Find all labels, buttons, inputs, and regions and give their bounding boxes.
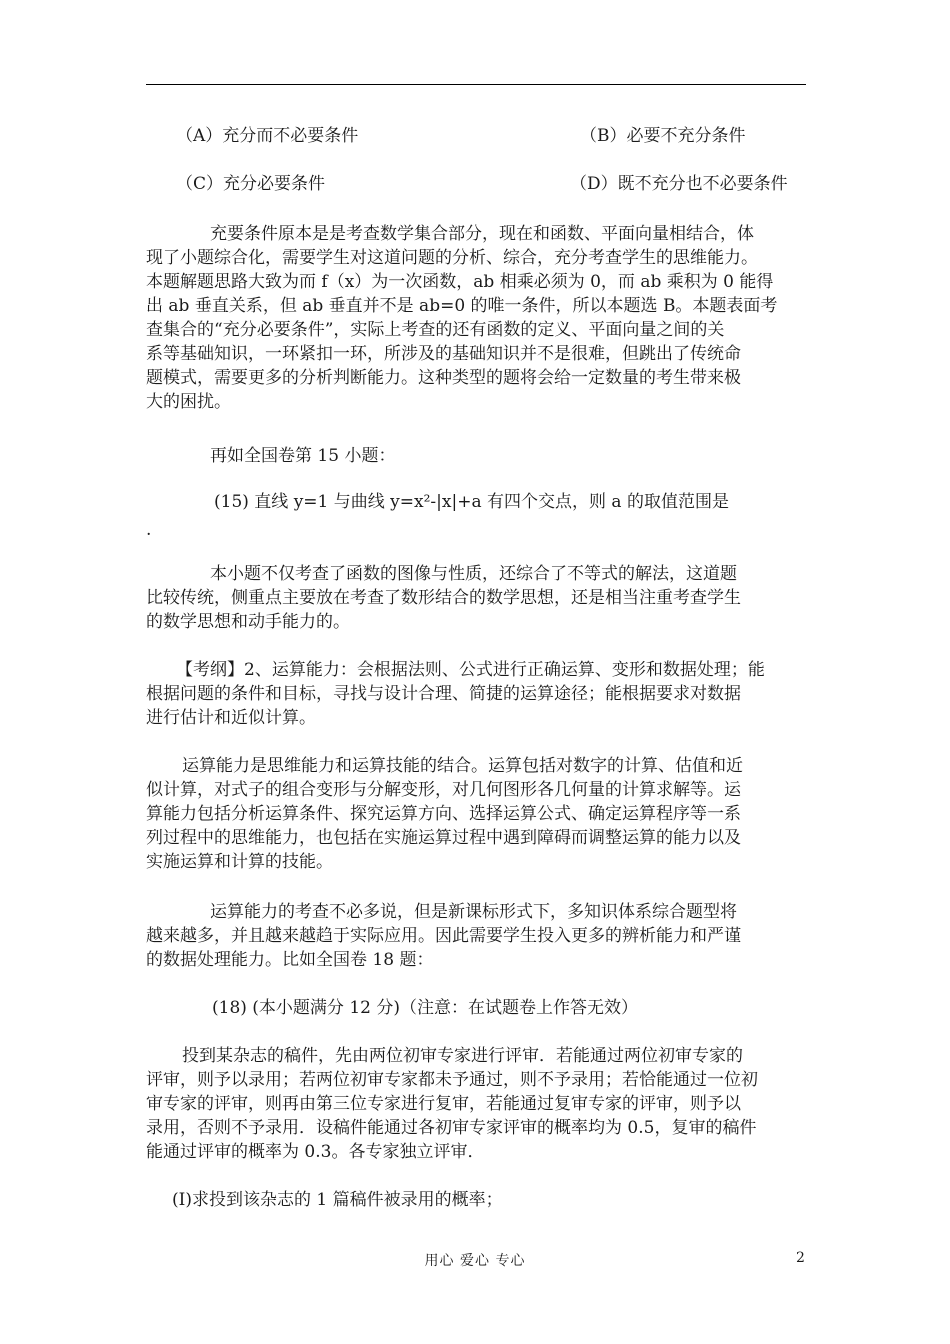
text-line: 越来越多，并且越来越趋于实际应用。因此需要学生投入更多的辨析能力和严谨 [146, 926, 741, 946]
question-18-part-1: (I)求投到该杂志的 1 篇稿件被录用的概率； [172, 1190, 503, 1210]
text-line: 列过程中的思维能力，也包括在实施运算过程中遇到障碍而调整运算的能力以及 [146, 828, 741, 848]
text-line: 评审，则予以录用；若两位初审专家都未予通过，则不予录用；若恰能通过一位初 [146, 1070, 758, 1090]
text-line: 本题解题思路大致为而 f（x）为一次函数，ab 相乘必须为 0，而 ab 乘积为 0 能得 [146, 272, 774, 292]
text-line: 系等基础知识，一环紧扣一环，所涉及的基础知识并不是很难，但跳出了传统命 [146, 344, 741, 364]
text-line: 【考纲】2、运算能力：会根据法则、公式进行正确运算、变形和数据处理；能 [176, 660, 765, 680]
text-line: 根据问题的条件和目标，寻找与设计合理、简捷的运算途径；能根据要求对数据 [146, 684, 741, 704]
text-line: 出 ab 垂直关系，但 ab 垂直并不是 ab=0 的唯一条件，所以本题选 B。本题表面考 [146, 296, 778, 316]
text-line: 题模式，需要更多的分析判断能力。这种类型的题将会给一定数量的考生带来极 [146, 368, 741, 388]
option-c: （C）充分必要条件 [176, 174, 326, 194]
text-line: 投到某杂志的稿件，先由两位初审专家进行评审．若能通过两位初审专家的 [182, 1046, 743, 1066]
text-line: 本小题不仅考查了函数的图像与性质，还综合了不等式的解法，这道题 [210, 564, 737, 584]
text-line: 实施运算和计算的技能。 [146, 852, 333, 872]
text-line: 查集合的“充分必要条件”，实际上考查的还有函数的定义、平面向量之间的关 [146, 320, 725, 340]
text-line: 似计算，对式子的组合变形与分解变形，对几何图形各几何量的计算求解等。运 [146, 780, 741, 800]
text-line: 的数据处理能力。比如全国卷 18 题： [146, 950, 434, 970]
text-line: 现了小题综合化，需要学生对这道问题的分析、综合，充分考查学生的思维能力。 [146, 248, 758, 268]
analysis-paragraph-1 [146, 222, 806, 414]
syllabus-paragraph [146, 658, 806, 730]
text-line: 算能力包括分析运算条件、探究运算方向、选择运算公式、确定运算程序等一系 [146, 804, 741, 824]
answer-blank: . [146, 520, 152, 540]
text-line: 的数学思想和动手能力的。 [146, 612, 350, 632]
analysis-paragraph-2 [146, 562, 806, 634]
text-line: 运算能力的考查不必多说，但是新课标形式下，多知识体系综合题型将 [210, 902, 737, 922]
text-line: 审专家的评审，则再由第三位专家进行复审，若能通过复审专家的评审，则予以 [146, 1094, 741, 1114]
question-18-heading: (18) (本小题满分 12 分)（注意：在试题卷上作答无效） [212, 998, 639, 1018]
text-line: 运算能力是思维能力和运算技能的结合。运算包括对数字的计算、估值和近 [182, 756, 743, 776]
question-18-body [146, 1044, 806, 1164]
page-number: 2 [796, 1250, 805, 1266]
option-b: （B）必要不充分条件 [580, 126, 746, 146]
option-d: （D）既不充分也不必要条件 [570, 174, 788, 194]
text-line: 大的困扰。 [146, 392, 231, 412]
analysis-paragraph-3 [146, 754, 806, 874]
intro-question-15: 再如全国卷第 15 小题： [210, 446, 396, 466]
text-line: 能通过评审的概率为 0.3。各专家独立评审． [146, 1142, 485, 1162]
text-line: 充要条件原本是是考查数学集合部分，现在和函数、平面向量相结合，体 [210, 224, 754, 244]
analysis-paragraph-4 [146, 900, 806, 972]
text-line: 比较传统，侧重点主要放在考查了数形结合的数学思想，还是相当注重考查学生 [146, 588, 741, 608]
page-footer: 用心 爱心 专心 [424, 1253, 526, 1269]
text-line: 录用，否则不予录用．设稿件能通过各初审专家评审的概率均为 0.5，复审的稿件 [146, 1118, 757, 1138]
option-a: （A）充分而不必要条件 [176, 126, 359, 146]
question-15: (15) 直线 y=1 与曲线 y=x²-|x|+a 有四个交点，则 a 的取值范围是 [214, 492, 729, 512]
text-line: 进行估计和近似计算。 [146, 708, 316, 728]
header-rule [146, 84, 806, 85]
